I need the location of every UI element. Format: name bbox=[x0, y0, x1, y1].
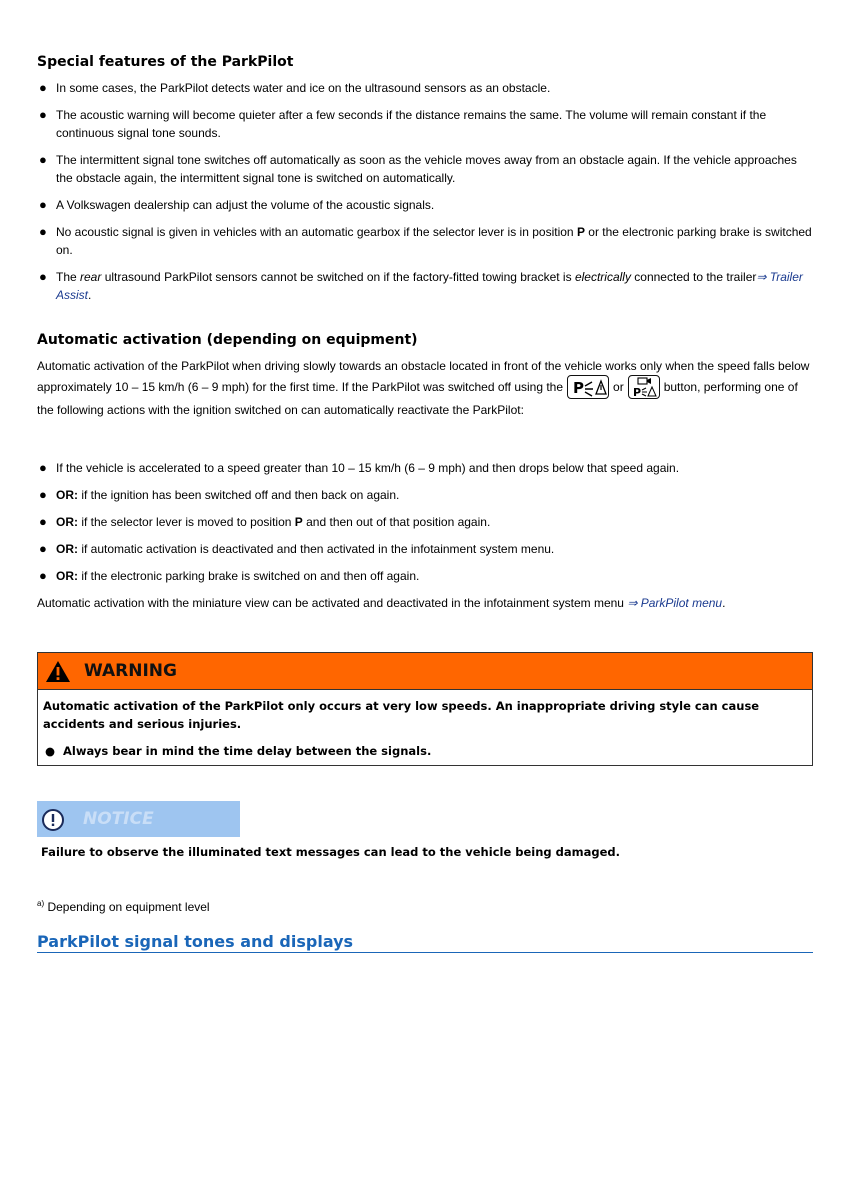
exclamation-circle-icon bbox=[41, 808, 65, 832]
bullet-icon: ● bbox=[39, 568, 47, 583]
list-item: ● In some cases, the ParkPilot detects water and ice on the ultrasound sensors as an obstacle. bbox=[39, 80, 551, 95]
list-item: ● If the vehicle is accelerated to a speed greater than 10 – 15 km/h (6 – 9 mph) and then drops below that speed again. bbox=[39, 460, 680, 475]
svg-text:P: P bbox=[632, 386, 641, 398]
bullet-icon: ● bbox=[39, 460, 47, 475]
list-item: ● A Volkswagen dealership can adjust the volume of the acoustic signals. bbox=[39, 197, 435, 212]
trailer-assist-link[interactable]: ⇒ Trailer Assist bbox=[56, 270, 803, 302]
parkpilot-button-icon bbox=[567, 375, 609, 399]
special-features-list bbox=[37, 79, 813, 313]
list-item: ● The rear ultrasound ParkPilot sensors cannot be switched on if the factory-fitted towing bracket is electrically connected to the trailer⇒ Trailer Assist. bbox=[39, 269, 803, 302]
section-heading-signal-tones: ParkPilot signal tones and displays bbox=[37, 932, 813, 953]
warning-body bbox=[38, 690, 812, 760]
parkpilot-camera-button-icon bbox=[628, 375, 660, 399]
bullet-icon: ● bbox=[39, 107, 47, 122]
warning-header bbox=[38, 653, 812, 690]
warning-bullet: ● Always bear in mind the time delay between the signals. bbox=[45, 744, 432, 758]
automatic-activation-intro: Automatic activation of the ParkPilot when driving slowly towards an obstacle located in front of the vehicle works only when the speed falls below approximately 10 – 15 km/h (6 – 9 mph) for the first time. If the ParkPilot was switched off using the P or P button, performing one of the following actions with the ignition switched on can automatically reactivate the ParkPilot: bbox=[37, 359, 810, 417]
svg-text:P: P bbox=[573, 379, 585, 397]
notice-text: Failure to observe the illuminated text messages can lead to the vehicle being damaged. bbox=[41, 845, 621, 859]
miniature-view-paragraph: Automatic activation with the miniature view can be activated and deactivated in the infotainment system menu ⇒ ParkPilot menu. bbox=[37, 596, 726, 610]
bullet-icon: ● bbox=[45, 744, 56, 758]
list-item: ● OR: if the selector lever is moved to position P and then out of that position again. bbox=[39, 514, 491, 529]
notice-header bbox=[37, 801, 240, 837]
bullet-icon: ● bbox=[39, 541, 47, 556]
list-item: ● OR: if the ignition has been switched off and then back on again. bbox=[39, 487, 400, 502]
bullet-icon: ● bbox=[39, 514, 47, 529]
list-item: ● No acoustic signal is given in vehicles with an automatic gearbox if the selector lever is in position P or the electronic parking brake is switched on. bbox=[39, 224, 812, 257]
warning-title: WARNING bbox=[84, 661, 177, 681]
warning-box bbox=[37, 652, 813, 766]
bullet-icon: ● bbox=[39, 80, 47, 95]
section-heading-automatic-activation: Automatic activation (depending on equipment) bbox=[37, 332, 418, 348]
list-item: ● OR: if the electronic parking brake is switched on and then off again. bbox=[39, 568, 420, 583]
list-item: ● The acoustic warning will become quieter after a few seconds if the distance remains the same. The volume will remain constant if the continuous signal tone sounds. bbox=[39, 107, 767, 140]
warning-text: Automatic activation of the ParkPilot only occurs at very low speeds. An inappropriate driving style can cause accidents and serious injuries. bbox=[43, 699, 760, 731]
notice-title: NOTICE bbox=[83, 809, 154, 829]
bullet-icon: ● bbox=[39, 197, 47, 212]
parkpilot-menu-link[interactable]: ⇒ ParkPilot menu bbox=[627, 596, 723, 610]
bullet-icon: ● bbox=[39, 224, 47, 239]
list-item: ● OR: if automatic activation is deactivated and then activated in the infotainment system menu. bbox=[39, 541, 555, 556]
bullet-icon: ● bbox=[39, 487, 47, 502]
bullet-icon: ● bbox=[39, 152, 47, 167]
warning-triangle-icon bbox=[45, 660, 71, 683]
bullet-icon: ● bbox=[39, 269, 47, 284]
activation-conditions-list bbox=[37, 459, 813, 594]
footnote: $^{a)}$ Depending on equipment level bbox=[37, 899, 210, 914]
list-item: ● The intermittent signal tone switches off automatically as soon as the vehicle moves away from an obstacle again. If the vehicle approaches the obstacle again, the intermittent signal tone is switched on automatically. bbox=[39, 152, 797, 185]
section-heading-special-features: Special features of the ParkPilot bbox=[37, 54, 294, 70]
